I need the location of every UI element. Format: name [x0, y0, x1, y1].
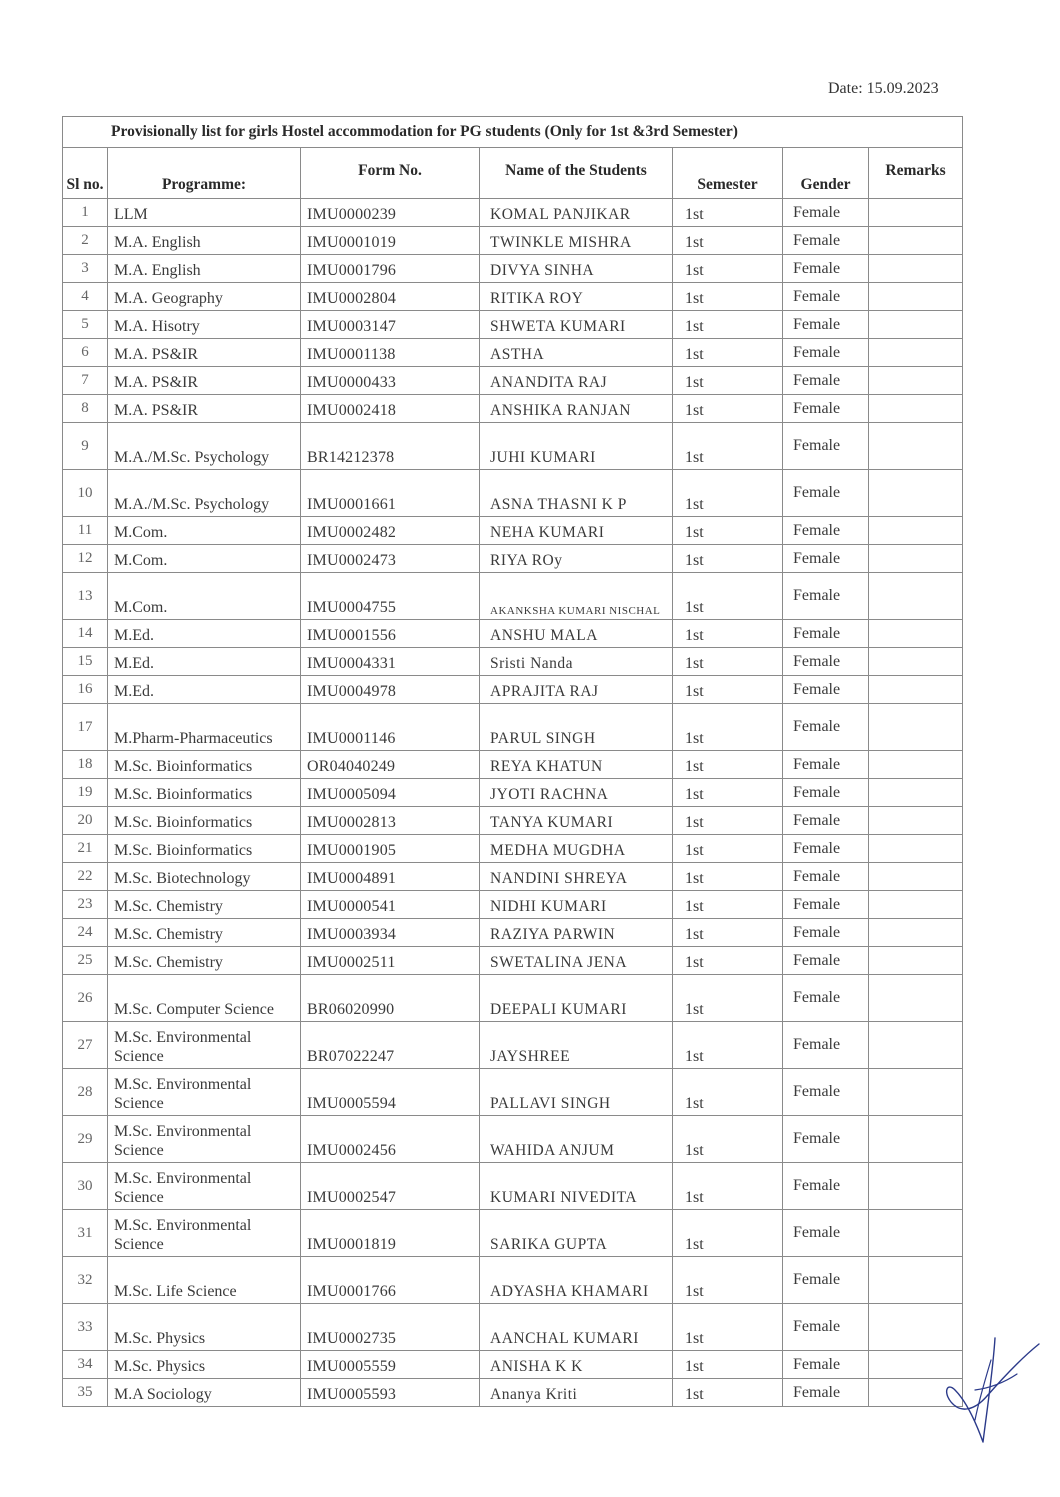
student-name-cell: RITIKA ROY: [480, 283, 673, 311]
table-row: [63, 339, 963, 367]
remarks-cell: [869, 835, 963, 863]
programme-cell: M.Sc. Biotechnology: [108, 863, 301, 891]
remarks-cell: [869, 227, 963, 255]
sl-no-cell: 17: [63, 704, 108, 751]
semester-cell: 1st: [673, 545, 783, 573]
table-row: [63, 367, 963, 395]
gender-cell: Female: [783, 807, 869, 835]
table-row: [63, 1379, 963, 1407]
remarks-cell: [869, 947, 963, 975]
table-row: [63, 199, 963, 227]
remarks-cell: [869, 648, 963, 676]
table-row: [63, 283, 963, 311]
remarks-cell: [869, 1210, 963, 1257]
form-no-cell: IMU0004755: [301, 573, 480, 620]
table-row: [63, 676, 963, 704]
table-row: [63, 1210, 963, 1257]
remarks-cell: [869, 395, 963, 423]
sl-no-cell: 3: [63, 255, 108, 283]
table-row: [63, 255, 963, 283]
student-name-cell: TANYA KUMARI: [480, 807, 673, 835]
table-row: [63, 311, 963, 339]
form-no-cell: IMU0002418: [301, 395, 480, 423]
form-no-cell: IMU0002735: [301, 1304, 480, 1351]
semester-cell: 1st: [673, 227, 783, 255]
table-row: [63, 620, 963, 648]
programme-cell: M.Sc. Physics: [108, 1351, 301, 1379]
gender-cell: Female: [783, 704, 869, 751]
remarks-cell: [869, 255, 963, 283]
sl-no-cell: 7: [63, 367, 108, 395]
table-row: [63, 975, 963, 1022]
remarks-cell: [869, 1069, 963, 1116]
table-row: [63, 227, 963, 255]
semester-cell: 1st: [673, 1351, 783, 1379]
gender-cell: Female: [783, 620, 869, 648]
student-name-cell: ANSHU MALA: [480, 620, 673, 648]
gender-cell: Female: [783, 1210, 869, 1257]
remarks-cell: [869, 573, 963, 620]
programme-cell: M.Pharm-Pharmaceutics: [108, 704, 301, 751]
gender-cell: Female: [783, 1351, 869, 1379]
programme-cell: M.Sc. Chemistry: [108, 891, 301, 919]
table-row: [63, 947, 963, 975]
table-row: [63, 704, 963, 751]
semester-cell: 1st: [673, 1022, 783, 1069]
programme-cell: M.A. PS&IR: [108, 367, 301, 395]
sl-no-cell: 22: [63, 863, 108, 891]
gender-cell: Female: [783, 676, 869, 704]
table-row: [63, 863, 963, 891]
form-no-cell: IMU0001138: [301, 339, 480, 367]
gender-cell: Female: [783, 835, 869, 863]
programme-cell: M.A. Geography: [108, 283, 301, 311]
remarks-cell: [869, 676, 963, 704]
header-gender: Gender: [783, 148, 869, 199]
gender-cell: Female: [783, 470, 869, 517]
semester-cell: 1st: [673, 1210, 783, 1257]
student-name-cell: RAZIYA PARWIN: [480, 919, 673, 947]
table-row: [63, 807, 963, 835]
sl-no-cell: 2: [63, 227, 108, 255]
semester-cell: 1st: [673, 751, 783, 779]
semester-cell: 1st: [673, 863, 783, 891]
sl-no-cell: 4: [63, 283, 108, 311]
remarks-cell: [869, 1257, 963, 1304]
programme-cell: M.Com.: [108, 517, 301, 545]
remarks-cell: [869, 1022, 963, 1069]
semester-cell: 1st: [673, 807, 783, 835]
table-row: [63, 423, 963, 470]
form-no-cell: IMU0001019: [301, 227, 480, 255]
student-name-cell: NIDHI KUMARI: [480, 891, 673, 919]
programme-cell: M.Sc. Life Science: [108, 1257, 301, 1304]
semester-cell: 1st: [673, 339, 783, 367]
sl-no-cell: 8: [63, 395, 108, 423]
table-row: [63, 1022, 963, 1069]
gender-cell: Female: [783, 311, 869, 339]
form-no-cell: IMU0002473: [301, 545, 480, 573]
programme-cell: M.Sc. Bioinformatics: [108, 807, 301, 835]
programme-cell: M.Ed.: [108, 620, 301, 648]
remarks-cell: [869, 704, 963, 751]
gender-cell: Female: [783, 367, 869, 395]
sl-no-cell: 19: [63, 779, 108, 807]
table-row: [63, 1351, 963, 1379]
programme-cell: M.A. English: [108, 227, 301, 255]
semester-cell: 1st: [673, 648, 783, 676]
programme-cell: M.Com.: [108, 573, 301, 620]
student-name-cell: AKANKSHA KUMARI NISCHAL: [480, 573, 673, 620]
programme-cell: M.A. English: [108, 255, 301, 283]
semester-cell: 1st: [673, 620, 783, 648]
semester-cell: 1st: [673, 199, 783, 227]
sl-no-cell: 31: [63, 1210, 108, 1257]
student-name-cell: JAYSHREE: [480, 1022, 673, 1069]
header-sl-no: Sl no.: [63, 148, 108, 199]
programme-cell: M.Ed.: [108, 676, 301, 704]
semester-cell: 1st: [673, 395, 783, 423]
gender-cell: Female: [783, 1257, 869, 1304]
remarks-cell: [869, 751, 963, 779]
semester-cell: 1st: [673, 367, 783, 395]
student-name-cell: DEEPALI KUMARI: [480, 975, 673, 1022]
programme-cell: M.Sc. Bioinformatics: [108, 779, 301, 807]
table-row: [63, 1069, 963, 1116]
form-no-cell: IMU0001766: [301, 1257, 480, 1304]
header-form-no: Form No.: [301, 148, 480, 199]
gender-cell: Female: [783, 517, 869, 545]
remarks-cell: [869, 919, 963, 947]
remarks-cell: [869, 517, 963, 545]
form-no-cell: IMU0000433: [301, 367, 480, 395]
sl-no-cell: 34: [63, 1351, 108, 1379]
header-programme: Programme:: [108, 148, 301, 199]
remarks-cell: [869, 620, 963, 648]
student-name-cell: ANANDITA RAJ: [480, 367, 673, 395]
form-no-cell: IMU0001819: [301, 1210, 480, 1257]
table-title: Provisionally list for girls Hostel accommodation for PG students (Only for 1st &3rd Semester): [63, 117, 963, 148]
programme-cell: M.Sc. Environmental Science: [108, 1069, 301, 1116]
semester-cell: 1st: [673, 891, 783, 919]
student-name-cell: ADYASHA KHAMARI: [480, 1257, 673, 1304]
remarks-cell: [869, 863, 963, 891]
student-name-cell: PARUL SINGH: [480, 704, 673, 751]
semester-cell: 1st: [673, 573, 783, 620]
sl-no-cell: 23: [63, 891, 108, 919]
programme-cell: M.Sc. Environmental Science: [108, 1116, 301, 1163]
student-name-cell: AANCHAL KUMARI: [480, 1304, 673, 1351]
form-no-cell: IMU0003934: [301, 919, 480, 947]
gender-cell: Female: [783, 199, 869, 227]
table-row: [63, 470, 963, 517]
semester-cell: 1st: [673, 919, 783, 947]
student-name-cell: KOMAL PANJIKAR: [480, 199, 673, 227]
remarks-cell: [869, 891, 963, 919]
programme-cell: LLM: [108, 199, 301, 227]
student-name-cell: SWETALINA JENA: [480, 947, 673, 975]
header-remarks: Remarks: [869, 148, 963, 199]
table-row: [63, 751, 963, 779]
student-name-cell: PALLAVI SINGH: [480, 1069, 673, 1116]
semester-cell: 1st: [673, 423, 783, 470]
sl-no-cell: 30: [63, 1163, 108, 1210]
sl-no-cell: 5: [63, 311, 108, 339]
form-no-cell: IMU0001146: [301, 704, 480, 751]
programme-cell: M.A. Hisotry: [108, 311, 301, 339]
semester-cell: 1st: [673, 470, 783, 517]
sl-no-cell: 20: [63, 807, 108, 835]
document-date: Date: 15.09.2023: [828, 80, 939, 97]
sl-no-cell: 33: [63, 1304, 108, 1351]
remarks-cell: [869, 339, 963, 367]
programme-cell: M.A./M.Sc. Psychology: [108, 423, 301, 470]
programme-cell: M.Sc. Chemistry: [108, 947, 301, 975]
sl-no-cell: 27: [63, 1022, 108, 1069]
gender-cell: Female: [783, 1069, 869, 1116]
table-body: [63, 199, 963, 1407]
semester-cell: 1st: [673, 1304, 783, 1351]
form-no-cell: IMU0000239: [301, 199, 480, 227]
sl-no-cell: 26: [63, 975, 108, 1022]
student-name-cell: NANDINI SHREYA: [480, 863, 673, 891]
gender-cell: Female: [783, 779, 869, 807]
remarks-cell: [869, 1163, 963, 1210]
sl-no-cell: 16: [63, 676, 108, 704]
form-no-cell: IMU0001796: [301, 255, 480, 283]
gender-cell: Female: [783, 975, 869, 1022]
semester-cell: 1st: [673, 835, 783, 863]
semester-cell: 1st: [673, 1257, 783, 1304]
gender-cell: Female: [783, 1022, 869, 1069]
table-row: [63, 891, 963, 919]
table-row: [63, 1304, 963, 1351]
header-student-name: Name of the Students: [480, 148, 673, 199]
gender-cell: Female: [783, 1116, 869, 1163]
gender-cell: Female: [783, 1379, 869, 1407]
remarks-cell: [869, 311, 963, 339]
student-name-cell: ANISHA K K: [480, 1351, 673, 1379]
student-name-cell: JYOTI RACHNA: [480, 779, 673, 807]
semester-cell: 1st: [673, 1379, 783, 1407]
form-no-cell: BR06020990: [301, 975, 480, 1022]
gender-cell: Female: [783, 227, 869, 255]
sl-no-cell: 13: [63, 573, 108, 620]
sl-no-cell: 12: [63, 545, 108, 573]
programme-cell: M.A./M.Sc. Psychology: [108, 470, 301, 517]
form-no-cell: IMU0002547: [301, 1163, 480, 1210]
semester-cell: 1st: [673, 947, 783, 975]
table-row: [63, 1257, 963, 1304]
gender-cell: Female: [783, 423, 869, 470]
student-name-cell: KUMARI NIVEDITA: [480, 1163, 673, 1210]
hostel-allocation-table: [62, 116, 963, 1407]
sl-no-cell: 24: [63, 919, 108, 947]
sl-no-cell: 6: [63, 339, 108, 367]
sl-no-cell: 15: [63, 648, 108, 676]
sl-no-cell: 21: [63, 835, 108, 863]
gender-cell: Female: [783, 395, 869, 423]
semester-cell: 1st: [673, 255, 783, 283]
student-name-cell: WAHIDA ANJUM: [480, 1116, 673, 1163]
programme-cell: M.Sc. Environmental Science: [108, 1022, 301, 1069]
programme-cell: M.Sc. Physics: [108, 1304, 301, 1351]
gender-cell: Female: [783, 255, 869, 283]
semester-cell: 1st: [673, 311, 783, 339]
student-name-cell: ASNA THASNI K P: [480, 470, 673, 517]
sl-no-cell: 11: [63, 517, 108, 545]
student-name-cell: NEHA KUMARI: [480, 517, 673, 545]
sl-no-cell: 35: [63, 1379, 108, 1407]
form-no-cell: IMU0004978: [301, 676, 480, 704]
remarks-cell: [869, 1116, 963, 1163]
student-name-cell: DIVYA SINHA: [480, 255, 673, 283]
form-no-cell: IMU0002813: [301, 807, 480, 835]
table-row: [63, 919, 963, 947]
gender-cell: Female: [783, 751, 869, 779]
remarks-cell: [869, 423, 963, 470]
programme-cell: M.Sc. Computer Science: [108, 975, 301, 1022]
student-name-cell: RIYA ROy: [480, 545, 673, 573]
table-row: [63, 779, 963, 807]
form-no-cell: IMU0005559: [301, 1351, 480, 1379]
semester-cell: 1st: [673, 517, 783, 545]
programme-cell: M.A Sociology: [108, 1379, 301, 1407]
gender-cell: Female: [783, 1304, 869, 1351]
gender-cell: Female: [783, 648, 869, 676]
table-row: [63, 573, 963, 620]
semester-cell: 1st: [673, 779, 783, 807]
semester-cell: 1st: [673, 1116, 783, 1163]
form-no-cell: OR04040249: [301, 751, 480, 779]
form-no-cell: BR07022247: [301, 1022, 480, 1069]
student-name-cell: APRAJITA RAJ: [480, 676, 673, 704]
form-no-cell: IMU0002804: [301, 283, 480, 311]
programme-cell: M.Com.: [108, 545, 301, 573]
programme-cell: M.A. PS&IR: [108, 339, 301, 367]
student-name-cell: REYA KHATUN: [480, 751, 673, 779]
remarks-cell: [869, 807, 963, 835]
table-row: [63, 517, 963, 545]
semester-cell: 1st: [673, 283, 783, 311]
sl-no-cell: 9: [63, 423, 108, 470]
table-row: [63, 1116, 963, 1163]
gender-cell: Female: [783, 891, 869, 919]
form-no-cell: IMU0005593: [301, 1379, 480, 1407]
form-no-cell: IMU0004331: [301, 648, 480, 676]
table-row: [63, 395, 963, 423]
form-no-cell: IMU0000541: [301, 891, 480, 919]
sl-no-cell: 18: [63, 751, 108, 779]
remarks-cell: [869, 470, 963, 517]
sl-no-cell: 28: [63, 1069, 108, 1116]
header-semester: Semester: [673, 148, 783, 199]
table-row: [63, 545, 963, 573]
form-no-cell: IMU0001661: [301, 470, 480, 517]
student-name-cell: ANSHIKA RANJAN: [480, 395, 673, 423]
semester-cell: 1st: [673, 676, 783, 704]
gender-cell: Female: [783, 339, 869, 367]
semester-cell: 1st: [673, 1163, 783, 1210]
programme-cell: M.Sc. Environmental Science: [108, 1163, 301, 1210]
sl-no-cell: 1: [63, 199, 108, 227]
table-row: [63, 1163, 963, 1210]
gender-cell: Female: [783, 863, 869, 891]
programme-cell: M.Sc. Bioinformatics: [108, 835, 301, 863]
sl-no-cell: 10: [63, 470, 108, 517]
remarks-cell: [869, 199, 963, 227]
form-no-cell: BR14212378: [301, 423, 480, 470]
sl-no-cell: 14: [63, 620, 108, 648]
form-no-cell: IMU0001905: [301, 835, 480, 863]
remarks-cell: [869, 975, 963, 1022]
remarks-cell: [869, 283, 963, 311]
student-name-cell: Ananya Kriti: [480, 1379, 673, 1407]
form-no-cell: IMU0002456: [301, 1116, 480, 1163]
semester-cell: 1st: [673, 704, 783, 751]
gender-cell: Female: [783, 919, 869, 947]
semester-cell: 1st: [673, 975, 783, 1022]
form-no-cell: IMU0005594: [301, 1069, 480, 1116]
form-no-cell: IMU0004891: [301, 863, 480, 891]
sl-no-cell: 25: [63, 947, 108, 975]
form-no-cell: IMU0005094: [301, 779, 480, 807]
gender-cell: Female: [783, 283, 869, 311]
remarks-cell: [869, 545, 963, 573]
student-name-cell: JUHI KUMARI: [480, 423, 673, 470]
programme-cell: M.A. PS&IR: [108, 395, 301, 423]
programme-cell: M.Sc. Bioinformatics: [108, 751, 301, 779]
student-name-cell: Sristi Nanda: [480, 648, 673, 676]
programme-cell: M.Ed.: [108, 648, 301, 676]
table-row: [63, 835, 963, 863]
student-name-cell: MEDHA MUGDHA: [480, 835, 673, 863]
form-no-cell: IMU0003147: [301, 311, 480, 339]
gender-cell: Female: [783, 573, 869, 620]
gender-cell: Female: [783, 947, 869, 975]
student-name-cell: SARIKA GUPTA: [480, 1210, 673, 1257]
sl-no-cell: 32: [63, 1257, 108, 1304]
signature: [935, 1330, 1045, 1450]
semester-cell: 1st: [673, 1069, 783, 1116]
form-no-cell: IMU0001556: [301, 620, 480, 648]
sl-no-cell: 29: [63, 1116, 108, 1163]
form-no-cell: IMU0002511: [301, 947, 480, 975]
programme-cell: M.Sc. Environmental Science: [108, 1210, 301, 1257]
gender-cell: Female: [783, 1163, 869, 1210]
remarks-cell: [869, 367, 963, 395]
remarks-cell: [869, 779, 963, 807]
gender-cell: Female: [783, 545, 869, 573]
student-name-cell: TWINKLE MISHRA: [480, 227, 673, 255]
student-name-cell: ASTHA: [480, 339, 673, 367]
table-row: [63, 648, 963, 676]
programme-cell: M.Sc. Chemistry: [108, 919, 301, 947]
form-no-cell: IMU0002482: [301, 517, 480, 545]
student-name-cell: SHWETA KUMARI: [480, 311, 673, 339]
